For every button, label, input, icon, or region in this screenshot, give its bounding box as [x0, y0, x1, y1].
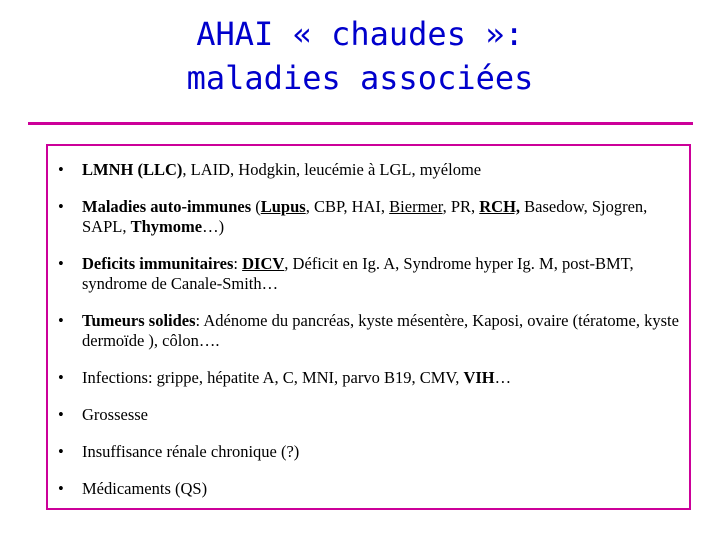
bullet-item-maladies-auto-immunes [58, 197, 683, 237]
bullet-item-tumeurs-solides [58, 311, 683, 351]
bullet-text-segment: : Adénome du pancréas, kyste mésentère, Kaposi, ovaire (tératome, kyste dermoïde ), côlon…. [82, 311, 679, 350]
bullet-item-infections [58, 368, 683, 388]
bullet-text-segment: Thymome [130, 217, 203, 236]
bullet-text-segment: Biermer [389, 197, 443, 216]
bullet-text-segment: LMNH (LLC) [82, 160, 183, 179]
bullet-item-lmnh [58, 160, 683, 180]
bullet-text-segment: Basedow, Sjogren, SAPL, [82, 197, 648, 236]
bullet-text-segment: , Déficit en Ig. A, Syndrome hyper Ig. M, post-BMT, syndrome de Canale-Smith… [82, 254, 634, 293]
bullet-item-text [82, 405, 148, 424]
bullet-text-segment: Grossesse [82, 405, 148, 424]
bullet-list [58, 160, 683, 499]
bullet-item-text [82, 254, 634, 293]
bullet-item-insuffisance-renale [58, 442, 683, 462]
bullet-text-segment: … [494, 368, 512, 387]
bullet-text-segment: RCH, [479, 197, 521, 216]
slide-title-line-2: maladies associées [186, 59, 534, 97]
bullet-text-segment: DICV [242, 254, 285, 273]
bullet-item-text [82, 479, 207, 498]
bullet-item-text [82, 160, 481, 179]
bullet-text-segment: ( [251, 197, 261, 216]
bullet-text-segment: Tumeurs solides [82, 311, 196, 330]
bullet-item-grossesse [58, 405, 683, 425]
slide-title [0, 12, 720, 100]
bullet-item-text [82, 311, 679, 350]
bullet-text-segment: Médicaments (QS) [82, 479, 208, 498]
bullet-text-segment: Lupus [260, 197, 306, 216]
bullet-text-segment: : [233, 254, 243, 273]
bullet-text-segment: , LAID, Hodgkin, leucémie à LGL, myélome [182, 160, 482, 179]
title-divider [28, 122, 693, 125]
bullet-item-text [82, 442, 299, 461]
bullet-text-segment: Insuffisance rénale chronique (?) [82, 442, 300, 461]
bullet-text-segment: …) [202, 217, 225, 236]
bullet-text-segment: VIH [463, 368, 495, 387]
bullet-item-text [82, 368, 511, 387]
bullet-text-segment: Infections: grippe, hépatite A, C, MNI, parvo B19, CMV, [82, 368, 464, 387]
bullet-text-segment: , PR, [442, 197, 480, 216]
slide-title-line-1: AHAI « chaudes »: [196, 15, 524, 53]
bullet-text-segment: Maladies auto-immunes [82, 197, 252, 216]
bullet-item-medicaments [58, 479, 683, 499]
bullet-text-segment: Deficits immunitaires [82, 254, 234, 273]
bullet-text-segment: , CBP, HAI, [305, 197, 390, 216]
bullet-item-deficits-immunitaires [58, 254, 683, 294]
bullet-item-text [82, 197, 647, 236]
